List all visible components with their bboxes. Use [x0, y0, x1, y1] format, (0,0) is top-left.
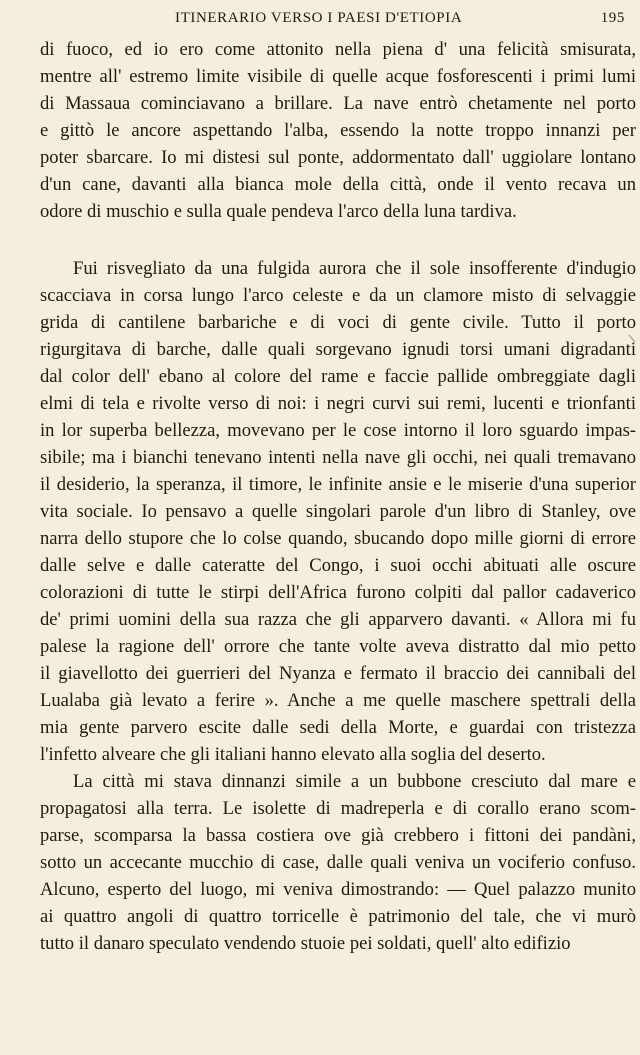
- text-line: di fuoco, ed io ero come attonito nella piena d' una felicità smisurata,: [40, 39, 636, 60]
- text-line: sotto un accecante mucchio di case, dalle quali veniva un vociferio confuso.: [40, 852, 636, 873]
- text-line: La città mi stava dinnanzi simile a un bubbone cresciuto dal mare e: [73, 771, 636, 792]
- text-line: sibile; ma i bianchi tenevano intenti nella nave gli occhi, nei quali tremavano: [40, 447, 636, 468]
- text-line: dal color dell' ebano al colore del rame e faccie pallide ombreggiate dagli: [40, 366, 636, 387]
- margin-mark: [628, 334, 636, 343]
- paragraph-3: [40, 768, 636, 957]
- text-line: colorazioni di tutte le stirpi dell'Africa furono colpiti dal pallor cadaverico: [40, 582, 636, 603]
- running-title: ITINERARIO VERSO I PAESI D'ETIOPIA: [175, 10, 463, 26]
- text-line: parse, scomparsa la bassa costiera ove già crebbero i fittoni dei pandàni,: [40, 825, 636, 846]
- text-line: Alcuno, esperto del luogo, mi veniva dimostrando: — Quel palazzo munito: [40, 879, 636, 900]
- running-head: [40, 10, 640, 34]
- text-line: tutto il danaro speculato vendendo stuoie pei soldati, quell' alto edifizio: [40, 933, 571, 954]
- text-line: dalle selve e dalle cateratte del Congo, i suoi occhi abituati alle oscure: [40, 555, 636, 576]
- text-line: rigurgitava di barche, dalle quali sorgevano ignudi torsi umani digradanti: [40, 339, 636, 360]
- text-line: il desiderio, la speranza, il timore, le infinite ansie e le miserie d'una superior: [40, 474, 636, 495]
- text-line: ai quattro angoli di quattro torricelle è patrimonio del tale, che vi murò: [40, 906, 636, 927]
- text-line: mia gente parvero escite dalle sedi della Morte, e guardai con tristezza: [40, 717, 636, 738]
- text-line: il giavellotto dei guerrieri del Nyanza e fermato il braccio dei cannibali del: [40, 663, 636, 684]
- text-line: e gittò le ancore aspettando l'alba, essendo la notte troppo innanzi per: [40, 120, 636, 141]
- text-line: in lor superba bellezza, movevano per le cose intorno il loro sguardo impas-: [40, 420, 636, 441]
- text-line: di Massaua cominciavano a brillare. La nave entrò chetamente nel porto: [40, 93, 636, 114]
- text-line: odore di muschio e sulla quale pendeva l'arco della luna tardiva.: [40, 201, 517, 222]
- text-line: vita sociale. Io pensavo a quelle singolari parole d'un libro di Stanley, ove: [40, 501, 636, 522]
- text-line: palese la ragione dell' orrore che tante volte aveva distratto dal mio petto: [40, 636, 636, 657]
- text-line: scacciava in corsa lungo l'arco celeste e da un clamore misto di selvaggie: [40, 285, 636, 306]
- text-line: de' primi uomini della sua razza che gli apparvero davanti. « Allora mi fu: [40, 609, 636, 630]
- text-line: mentre all' estremo limite visibile di quelle acque fosforescenti i primi lumi: [40, 66, 636, 87]
- text-line: poter sbarcare. Io mi distesi sul ponte, addormentato dall' uggiolare lontano: [40, 147, 636, 168]
- paragraph-gap: [40, 225, 636, 255]
- text-line: l'infetto alveare che gli italiani hanno elevato alla soglia del deserto.: [40, 744, 546, 765]
- body-text: [40, 36, 636, 957]
- paragraph-2: [40, 255, 636, 768]
- text-line: Lualaba già levato a ferire ». Anche a me quelle maschere spettrali della: [40, 690, 636, 711]
- text-line: d'un cane, davanti alla bianca mole della città, onde il vento recava un: [40, 174, 636, 195]
- text-line: Fui risvegliato da una fulgida aurora che il sole insofferente d'indugio: [73, 258, 636, 279]
- paragraph-1: [40, 36, 636, 225]
- text-line: grida di cantilene barbariche e di voci di gente civile. Tutto il porto: [40, 312, 636, 333]
- page-number: 195: [600, 10, 625, 26]
- text-line: propagatosi alla terra. Le isolette di madreperla e di corallo erano scom-: [40, 798, 636, 819]
- text-line: elmi di tela e rivolte verso di noi: i negri curvi sui remi, lucenti e trionfanti: [40, 393, 636, 414]
- text-line: narra dello stupore che lo colse quando, sbucando dopo mille giorni di errore: [40, 528, 636, 549]
